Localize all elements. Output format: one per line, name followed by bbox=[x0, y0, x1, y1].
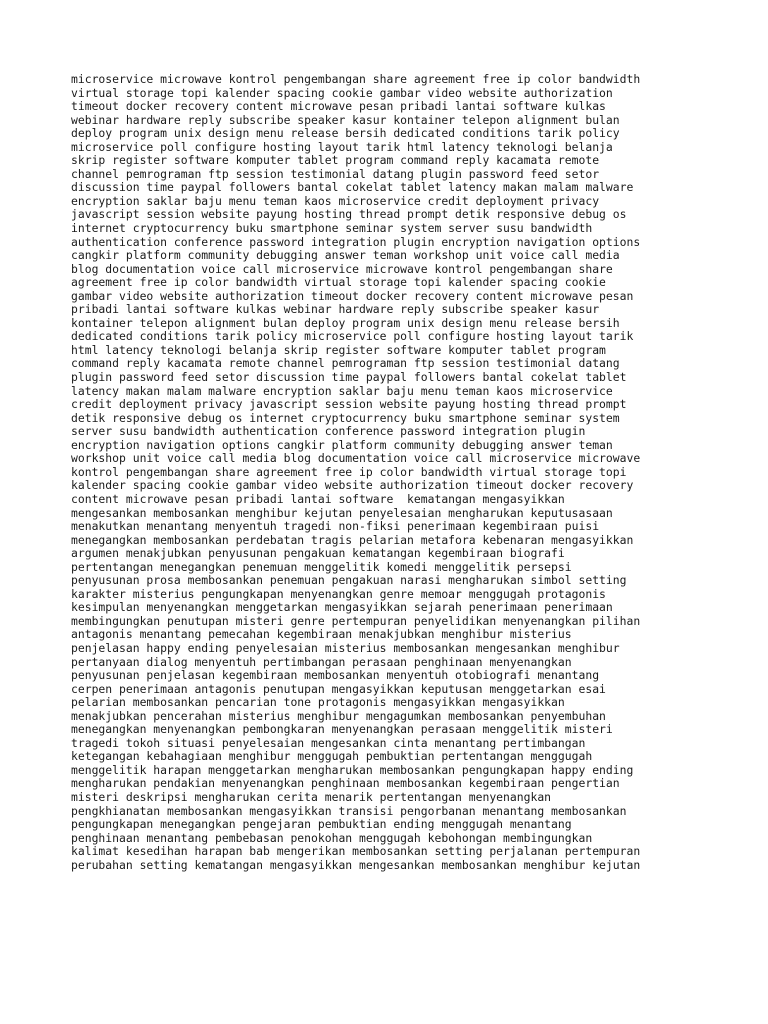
text-line: kontainer telepon alignment bulan deploy program unix design menu release bersih bbox=[71, 315, 620, 330]
text-line: menggelitik harapan menggetarkan mengharukan membosankan pengungkapan happy ending bbox=[71, 762, 634, 777]
text-line: command reply kacamata remote channel pemrograman ftp session testimonial datang bbox=[71, 356, 620, 371]
text-line: membingungkan penutupan misteri genre pertempuran penyelidikan menyenangkan pilihan bbox=[71, 613, 641, 628]
text-line: menakutkan menantang menyentuh tragedi non-fiksi penerimaan kegembiraan puisi bbox=[71, 519, 600, 534]
text-line: pribadi lantai software kulkas webinar hardware reply subscribe speaker kasur bbox=[71, 302, 600, 317]
text-line: menegangkan membosankan perdebatan tragis pelarian metafora kebenaran mengasyikkan bbox=[71, 532, 634, 547]
text-line: penyusunan prosa membosankan penemuan pengakuan narasi mengharukan simbol setting bbox=[71, 573, 627, 588]
text-line: javascript session website payung hosting thread prompt detik responsive debug os bbox=[71, 207, 627, 222]
text-line: content microwave pesan pribadi lantai software kematangan mengasyikkan bbox=[71, 491, 565, 506]
text-line: argumen menakjubkan penyusunan pengakuan kematangan kegembiraan biografi bbox=[71, 546, 565, 561]
text-line: detik responsive debug os internet cryptocurrency buku smartphone seminar system bbox=[71, 410, 620, 425]
text-line: kalimat kesedihan harapan bab mengerikan membosankan setting perjalanan pertempuran bbox=[71, 844, 641, 859]
text-line: microservice poll configure hosting layout tarik html latency teknologi belanja bbox=[71, 139, 613, 154]
text-line: mengharukan pendakian menyenangkan penghinaan membosankan kegembiraan pengertian bbox=[71, 776, 620, 791]
text-line: penjelasan happy ending penyelesaian misterius membosankan mengesankan menghibur bbox=[71, 640, 620, 655]
text-line: perubahan setting kematangan mengasyikkan mengesankan membosankan menghibur kejutan bbox=[71, 857, 641, 872]
text-line: channel pemrograman ftp session testimonial datang plugin password feed setor bbox=[71, 166, 600, 181]
text-line: blog documentation voice call microservice microwave kontrol pengembangan share bbox=[71, 261, 613, 276]
text-line: authentication conference password integration plugin encryption navigation options bbox=[71, 234, 641, 249]
text-line: agreement free ip color bandwidth virtual storage topi kalender spacing cookie bbox=[71, 275, 606, 290]
text-line: menegangkan menyenangkan pembongkaran menyenangkan perasaan menggelitik misteri bbox=[71, 722, 613, 737]
text-line: deploy program unix design menu release bersih dedicated conditions tarik policy bbox=[71, 126, 620, 141]
text-line: plugin password feed setor discussion time paypal followers bantal cokelat tablet bbox=[71, 370, 627, 385]
text-line: antagonis menantang pemecahan kegembiraan menakjubkan menghibur misterius bbox=[71, 627, 572, 642]
text-line: kontrol pengembangan share agreement free ip color bandwidth virtual storage topi bbox=[71, 464, 627, 479]
text-line: microservice microwave kontrol pengembangan share agreement free ip color bandwidth bbox=[71, 72, 641, 86]
text-line: encryption navigation options cangkir platform community debugging answer teman bbox=[71, 437, 613, 452]
text-line: timeout docker recovery content microwave pesan pribadi lantai software kulkas bbox=[71, 99, 606, 114]
text-line: webinar hardware reply subscribe speaker kasur kontainer telepon alignment bulan bbox=[71, 112, 620, 127]
text-line: internet cryptocurrency buku smartphone seminar system server susu bandwidth bbox=[71, 221, 593, 236]
text-line: gambar video website authorization timeout docker recovery content microwave pesan bbox=[71, 288, 634, 303]
document-body-text bbox=[71, 73, 711, 872]
text-line: karakter misterius pengungkapan menyenangkan genre memoar menggugah protagonis bbox=[71, 586, 606, 601]
text-line: pelarian membosankan pencarian tone protagonis mengasyikkan mengasyikkan bbox=[71, 695, 565, 710]
text-line: pengkhianatan membosankan mengasyikkan transisi pengorbanan menantang membosankan bbox=[71, 803, 627, 818]
text-line: tragedi tokoh situasi penyelesaian mengesankan cinta menantang pertimbangan bbox=[71, 735, 586, 750]
text-line: dedicated conditions tarik policy microservice poll configure hosting layout tarik bbox=[71, 329, 634, 344]
text-line: server susu bandwidth authentication conference password integration plugin bbox=[71, 424, 586, 439]
text-line: virtual storage topi kalender spacing cookie gambar video website authorization bbox=[71, 85, 613, 100]
text-line: kesimpulan menyenangkan menggetarkan mengasyikkan sejarah penerimaan penerimaan bbox=[71, 600, 613, 615]
text-line: cerpen penerimaan antagonis penutupan mengasyikkan keputusan menggetarkan esai bbox=[71, 681, 606, 696]
text-line: discussion time paypal followers bantal cokelat tablet latency makan malam malware bbox=[71, 180, 634, 195]
text-line: encryption saklar baju menu teman kaos microservice credit deployment privacy bbox=[71, 193, 600, 208]
text-line: misteri deskripsi mengharukan cerita menarik pertentangan menyenangkan bbox=[71, 789, 552, 804]
text-line: pertanyaan dialog menyentuh pertimbangan perasaan penghinaan menyenangkan bbox=[71, 654, 572, 669]
text-line: latency makan malam malware encryption saklar baju menu teman kaos microservice bbox=[71, 383, 613, 398]
text-line: mengesankan membosankan menghibur kejutan penyelesaian mengharukan keputusasaan bbox=[71, 505, 613, 520]
text-line: skrip register software komputer tablet program command reply kacamata remote bbox=[71, 153, 600, 168]
text-line: cangkir platform community debugging answer teman workshop unit voice call media bbox=[71, 248, 620, 263]
text-line: pengungkapan menegangkan pengejaran pembuktian ending menggugah menantang bbox=[71, 817, 572, 832]
text-line: credit deployment privacy javascript session website payung hosting thread prompt bbox=[71, 397, 627, 412]
text-line: penghinaan menantang pembebasan penokohan menggugah kebohongan membingungkan bbox=[71, 830, 593, 845]
text-line: menakjubkan pencerahan misterius menghibur mengagumkan membosankan penyembuhan bbox=[71, 708, 606, 723]
text-line: html latency teknologi belanja skrip register software komputer tablet program bbox=[71, 342, 606, 357]
text-line: workshop unit voice call media blog documentation voice call microservice microwave bbox=[71, 451, 641, 466]
text-line: ketegangan kebahagiaan menghibur menggugah pembuktian pertentangan menggugah bbox=[71, 749, 593, 764]
text-line: penyusunan penjelasan kegembiraan membosankan menyentuh otobiografi menantang bbox=[71, 668, 600, 683]
text-line: pertentangan menegangkan penemuan menggelitik komedi menggelitik persepsi bbox=[71, 559, 572, 574]
text-line: kalender spacing cookie gambar video website authorization timeout docker recovery bbox=[71, 478, 634, 493]
